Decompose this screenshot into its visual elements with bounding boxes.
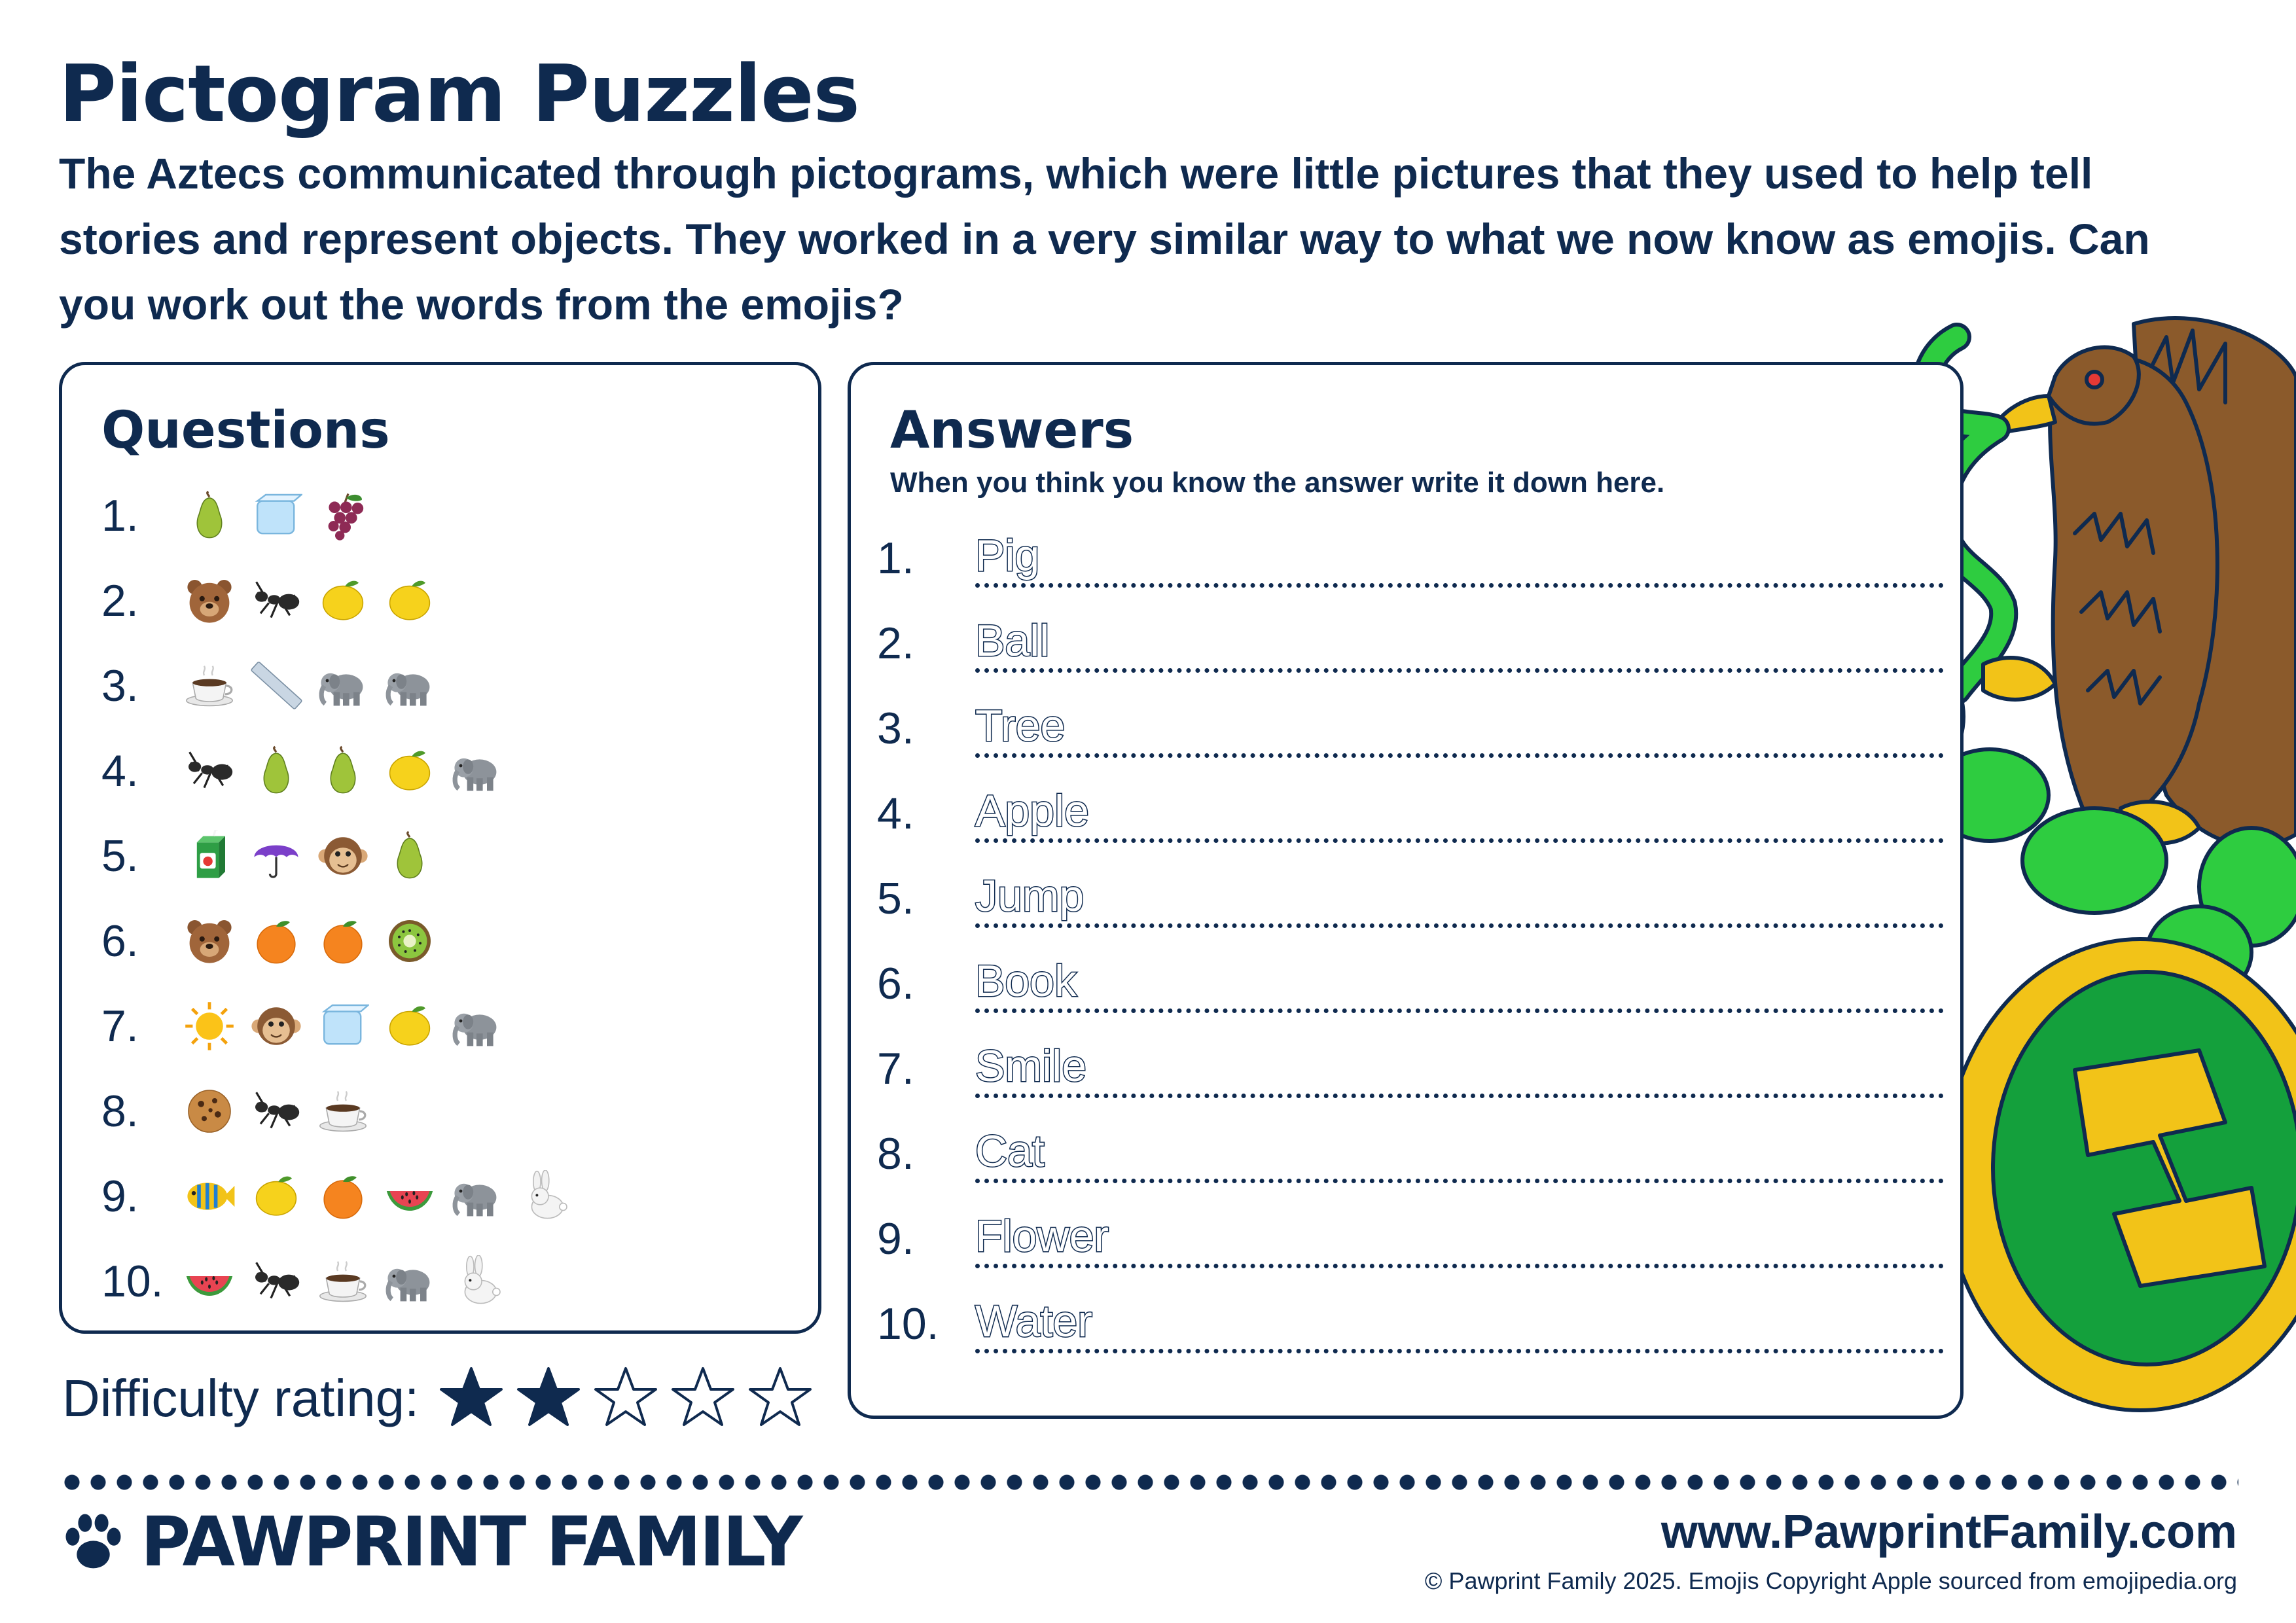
elephant-icon	[384, 660, 436, 712]
question-number: 9.	[101, 1171, 139, 1221]
emoji-sequence	[183, 490, 369, 542]
emoji-sequence	[183, 1170, 569, 1222]
emoji-sequence	[183, 915, 436, 967]
ruler-icon	[250, 660, 302, 712]
question-row	[101, 735, 503, 807]
answers-heading: Answers	[890, 401, 1134, 460]
lemon-icon	[384, 1000, 436, 1052]
difficulty-label: Difficulty rating:	[62, 1369, 420, 1427]
cookie-icon	[183, 1085, 236, 1137]
answer-line[interactable]	[975, 1290, 1944, 1353]
ant-icon	[250, 1085, 302, 1137]
question-row	[101, 1245, 503, 1317]
question-number: 7.	[101, 1001, 139, 1051]
answer-line[interactable]	[975, 524, 1944, 588]
paw-icon	[59, 1508, 128, 1577]
question-row	[101, 650, 436, 722]
answer-text: Pig	[975, 531, 1040, 580]
elephant-icon	[384, 1255, 436, 1308]
pear-icon	[317, 745, 369, 797]
answers-panel	[848, 362, 1964, 1419]
rabbit-icon	[517, 1170, 569, 1222]
lemon-icon	[384, 745, 436, 797]
ant-icon	[183, 745, 236, 797]
star-empty-icon	[670, 1364, 747, 1433]
emoji-sequence	[183, 1000, 503, 1052]
answer-number: 2.	[877, 618, 914, 668]
answer-row	[877, 1196, 1944, 1268]
fish-icon	[183, 1170, 236, 1222]
emoji-sequence	[183, 830, 436, 882]
question-number: 3.	[101, 661, 139, 711]
star-empty-icon	[747, 1364, 825, 1433]
question-number: 8.	[101, 1086, 139, 1136]
answer-line[interactable]	[975, 1205, 1944, 1268]
answer-row	[877, 686, 1944, 758]
answer-number: 7.	[877, 1044, 914, 1094]
coffee-icon	[317, 1255, 369, 1308]
lemon-icon	[317, 575, 369, 627]
answer-line[interactable]	[975, 694, 1944, 758]
lemon-icon	[250, 1170, 302, 1222]
answer-line[interactable]	[975, 865, 1944, 928]
answer-text: Ball	[975, 616, 1050, 666]
question-number: 4.	[101, 746, 139, 796]
ant-icon	[250, 575, 302, 627]
orange-icon	[317, 1170, 369, 1222]
answer-text: Water	[975, 1296, 1092, 1346]
answer-text: Book	[975, 956, 1077, 1006]
answer-number: 3.	[877, 704, 914, 753]
emoji-sequence	[183, 575, 436, 627]
ice-icon	[250, 490, 302, 542]
question-row	[101, 480, 369, 552]
intro-text: The Aztecs communicated through pictograms, which were little pictures that they used to help tell stories and represent objects. They worked in a very similar way to what we now know as emojis. Can you work out the words from the emojis?	[59, 149, 2150, 329]
answer-row	[877, 1026, 1944, 1098]
emoji-sequence	[183, 1085, 369, 1137]
question-row	[101, 990, 503, 1062]
answer-text: Cat	[975, 1126, 1045, 1176]
pear-icon	[384, 830, 436, 882]
pear-icon	[183, 490, 236, 542]
difficulty-rating	[62, 1364, 825, 1433]
orange-icon	[250, 915, 302, 967]
coffee-icon	[183, 660, 236, 712]
question-number: 1.	[101, 491, 139, 541]
emoji-sequence	[183, 1255, 503, 1308]
answer-number: 8.	[877, 1129, 914, 1179]
question-number: 5.	[101, 831, 139, 881]
answer-row	[877, 771, 1944, 843]
elephant-icon	[450, 1000, 503, 1052]
star-empty-icon	[593, 1364, 670, 1433]
answer-text: Tree	[975, 701, 1066, 751]
answer-text: Flower	[975, 1211, 1109, 1261]
umbrella-icon	[250, 830, 302, 882]
brand-name: PAWPRINT FAMILY	[141, 1502, 801, 1582]
ice-icon	[317, 1000, 369, 1052]
answer-text: Smile	[975, 1041, 1087, 1091]
elephant-icon	[450, 745, 503, 797]
grapes-icon	[317, 490, 369, 542]
bear-icon	[183, 575, 236, 627]
elephant-icon	[317, 660, 369, 712]
pear-icon	[250, 745, 302, 797]
emoji-sequence	[183, 660, 436, 712]
sun-icon	[183, 1000, 236, 1052]
bear-icon	[183, 915, 236, 967]
answer-line[interactable]	[975, 1120, 1944, 1183]
answer-row	[877, 601, 1944, 673]
elephant-icon	[450, 1170, 503, 1222]
questions-panel	[59, 362, 821, 1334]
answer-row	[877, 1111, 1944, 1183]
answer-line[interactable]	[975, 950, 1944, 1013]
orange-icon	[317, 915, 369, 967]
answer-row	[877, 516, 1944, 588]
question-row	[101, 905, 436, 977]
page-title: Pictogram Puzzles	[59, 49, 859, 140]
ant-icon	[250, 1255, 302, 1308]
answer-number: 6.	[877, 959, 914, 1008]
watermelon-icon	[384, 1170, 436, 1222]
watermelon-icon	[183, 1255, 236, 1308]
question-row	[101, 565, 436, 637]
answers-hint: When you think you know the answer write it down here.	[890, 467, 1665, 499]
answer-line[interactable]	[975, 609, 1944, 673]
question-number: 6.	[101, 916, 139, 966]
answer-number: 10.	[877, 1299, 939, 1349]
dotted-divider	[59, 1472, 2238, 1492]
coffee-icon	[317, 1085, 369, 1137]
monkey-icon	[317, 830, 369, 882]
juice-box-icon	[183, 830, 236, 882]
copyright-text: © Pawprint Family 2025. Emojis Copyright Apple sourced from emojipedia.org	[1424, 1567, 2237, 1594]
answer-number: 1.	[877, 533, 914, 583]
monkey-icon	[250, 1000, 302, 1052]
answer-row	[877, 856, 1944, 928]
answer-text: Jump	[975, 871, 1085, 921]
website-link[interactable]: www.PawprintFamily.com	[1660, 1506, 2237, 1558]
star-filled-icon	[516, 1364, 593, 1433]
question-number: 2.	[101, 576, 139, 626]
question-number: 10.	[101, 1257, 164, 1306]
emoji-sequence	[183, 745, 503, 797]
answer-number: 5.	[877, 874, 914, 923]
rabbit-icon	[450, 1255, 503, 1308]
question-row	[101, 1160, 569, 1232]
answer-row	[877, 1281, 1944, 1353]
difficulty-stars	[439, 1364, 825, 1433]
answer-line[interactable]	[975, 1035, 1944, 1098]
brand-logo	[59, 1502, 801, 1582]
questions-heading: Questions	[101, 401, 390, 460]
question-row	[101, 820, 436, 892]
answer-text: Apple	[975, 786, 1089, 836]
answer-number: 9.	[877, 1214, 914, 1264]
question-row	[101, 1075, 369, 1147]
lemon-icon	[384, 575, 436, 627]
answer-number: 4.	[877, 789, 914, 838]
kiwi-icon	[384, 915, 436, 967]
answer-row	[877, 941, 1944, 1013]
answer-line[interactable]	[975, 779, 1944, 843]
star-filled-icon	[439, 1364, 516, 1433]
